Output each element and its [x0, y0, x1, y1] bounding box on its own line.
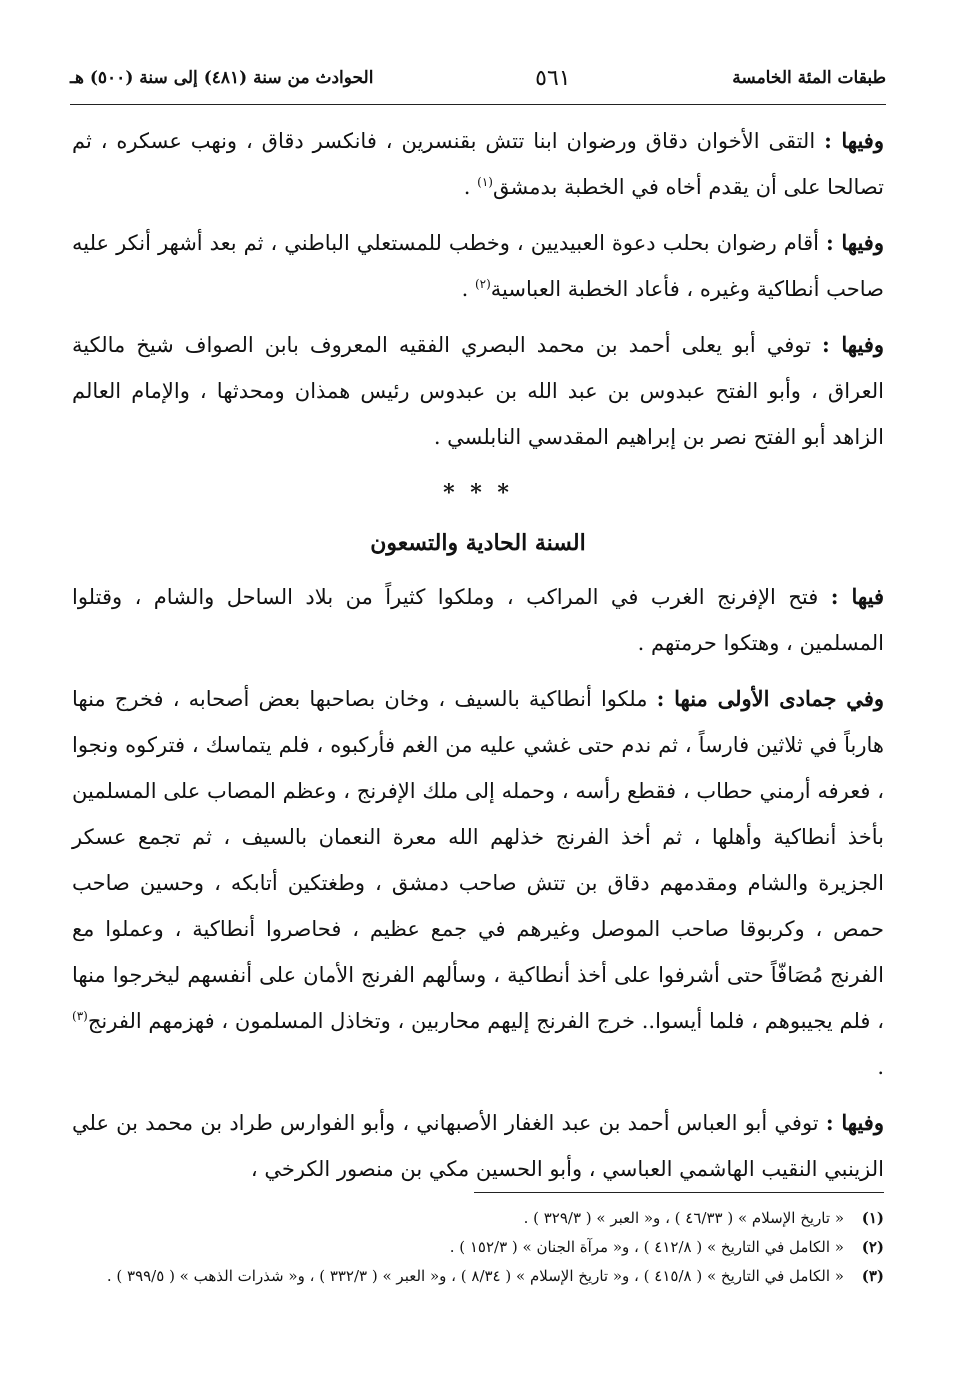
footnote: [72, 1204, 884, 1233]
page-number: ٥٦١: [535, 65, 571, 91]
footnote-text: « تاريخ الإسلام » ( ٤٦/٣٣ ) ، و« العبر » ( ٣٢٩/٣ ) .: [523, 1209, 844, 1227]
paragraph-text: توفي أبو العباس أحمد بن عبد الغفار الأصبهاني ، وأبو الفوارس طراد بن محمد بن علي الزينبي النقيب الهاشمي العباسي ، وأبو الحسين مكي بن منصور الكرخي ،: [72, 1111, 884, 1181]
running-header: [70, 60, 886, 96]
footnote-marker: (١): [477, 175, 493, 189]
footnote-marker: (٣): [72, 1009, 88, 1023]
paragraph-lead: وفيها :: [821, 332, 884, 357]
paragraph: [72, 220, 884, 312]
paragraph-text: فتح الإفرنج الغرب في المراكب ، وملكوا كثيراً من بلاد الساحل والشام ، وقتلوا المسلمين ، وهتكوا حرمتهم .: [72, 585, 884, 655]
paragraph-text: التقى الأخوان دقاق ورضوان ابنا تتش بقنسرين ، فانكسر دقاق ، ونهب عسكره ، ثم تصالحا على أن يقدم أخاه في الخطبة بدمشق: [72, 129, 884, 199]
footnote-text: « الكامل في التاريخ » ( ٤١٢/٨ ) ، و« مرآة الجنان » ( ١٥٢/٣ ) .: [449, 1238, 844, 1256]
footnote-number: (١): [861, 1209, 884, 1227]
paragraph-lead: وفي جمادى الأولى منها :: [656, 686, 884, 711]
paragraph-tail: .: [463, 175, 478, 199]
header-rule: [70, 104, 886, 105]
section-title: السنة الحادية والتسعون: [370, 530, 586, 556]
footnote-rule: [474, 1192, 884, 1193]
paragraph-lead: وفيها :: [825, 1110, 884, 1135]
paragraph-tail: .: [877, 1055, 884, 1079]
header-chapter-title: الحوادث من سنة (٤٨١) إلى سنة (٥٠٠) هـ: [70, 68, 374, 88]
footnote: [72, 1233, 884, 1262]
paragraph: [72, 322, 884, 460]
paragraph: [72, 574, 884, 666]
footnote: [72, 1262, 884, 1291]
paragraph-lead: فيها :: [830, 584, 884, 609]
footnotes: [72, 1204, 884, 1291]
paragraph-lead: وفيها :: [824, 128, 884, 153]
paragraph-lead: وفيها :: [826, 230, 884, 255]
paragraph-tail: .: [461, 277, 475, 301]
paragraph: [72, 676, 884, 1090]
section-separator: * * *: [443, 480, 513, 506]
paragraph-text: ملكوا أنطاكية بالسيف ، وخان بصاحبها بعض أصحابه ، فخرج منها هارباً في ثلاثين فارساً ، ثم ندم حتى غشي عليه من الغم فأركبوه ، فلم يتماسك ، فتركوه ونجوا ، فعرفه أرمني حطاب ، فقطع رأسه ، وحمله إلى ملك الإفرنج ، وعظم المصاب على المسلمين بأخذ أنطاكية وأهلها ، ثم أخذ الفرنج خذلهم الله معرة النعمان بالسيف ، ثم تجمع عسكر الجزيرة والشام ومقدمهم دقاق بن تتش صاحب دمشق ، وطغتكين أتابكه ، وحسين صاحب حمص ، وكربوقا صاحب الموصل وغيرهم في جمع عظيم ، فحاصروا أنطاكية ، وعملوا مع الفرنج مُصَافّاً حتى أشرفوا على أخذ أنطاكية ، وسألهم الفرنج الأمان على أنفسهم ليخرجوا منها ، فلم يجيبوهم ، فلما أيسوا.. خرج الفرنج إليهم محاربين ، وتخاذل المسلمون ، فهزمهم الفرنج: [72, 687, 884, 1033]
footnote-number: (٣): [861, 1267, 884, 1285]
paragraph: [72, 1100, 884, 1192]
paragraph-text: أقام رضوان بحلب دعوة العبيديين ، وخطب للمستعلي الباطني ، ثم بعد أشهر أنكر عليه صاحب أنطاكية وغيره ، فأعاد الخطبة العباسية: [72, 231, 884, 301]
main-text: [72, 118, 884, 1202]
footnote-text: « الكامل في التاريخ » ( ٤١٥/٨ ) ، و« تاريخ الإسلام » ( ٨/٣٤ ) ، و« العبر » ( ٣٣٢/٣ ) ، و« شذرات الذهب » ( ٣٩٩/٥ ) .: [106, 1267, 844, 1285]
paragraph: [72, 118, 884, 210]
footnote-number: (٢): [861, 1238, 884, 1256]
header-book-title: طبقات المئة الخامسة: [732, 68, 886, 88]
footnote-marker: (٢): [474, 277, 491, 291]
paragraph-text: توفي أبو يعلى أحمد بن محمد البصري الفقيه المعروف بابن الصواف شيخ مالكية العراق ، وأبو الفتح عبدوس بن عبد الله بن عبدوس رئيس همذان ومحدثها ، والإمام العالم الزاهد أبو الفتح نصر بن إبراهيم المقدسي النابلسي .: [72, 333, 884, 449]
